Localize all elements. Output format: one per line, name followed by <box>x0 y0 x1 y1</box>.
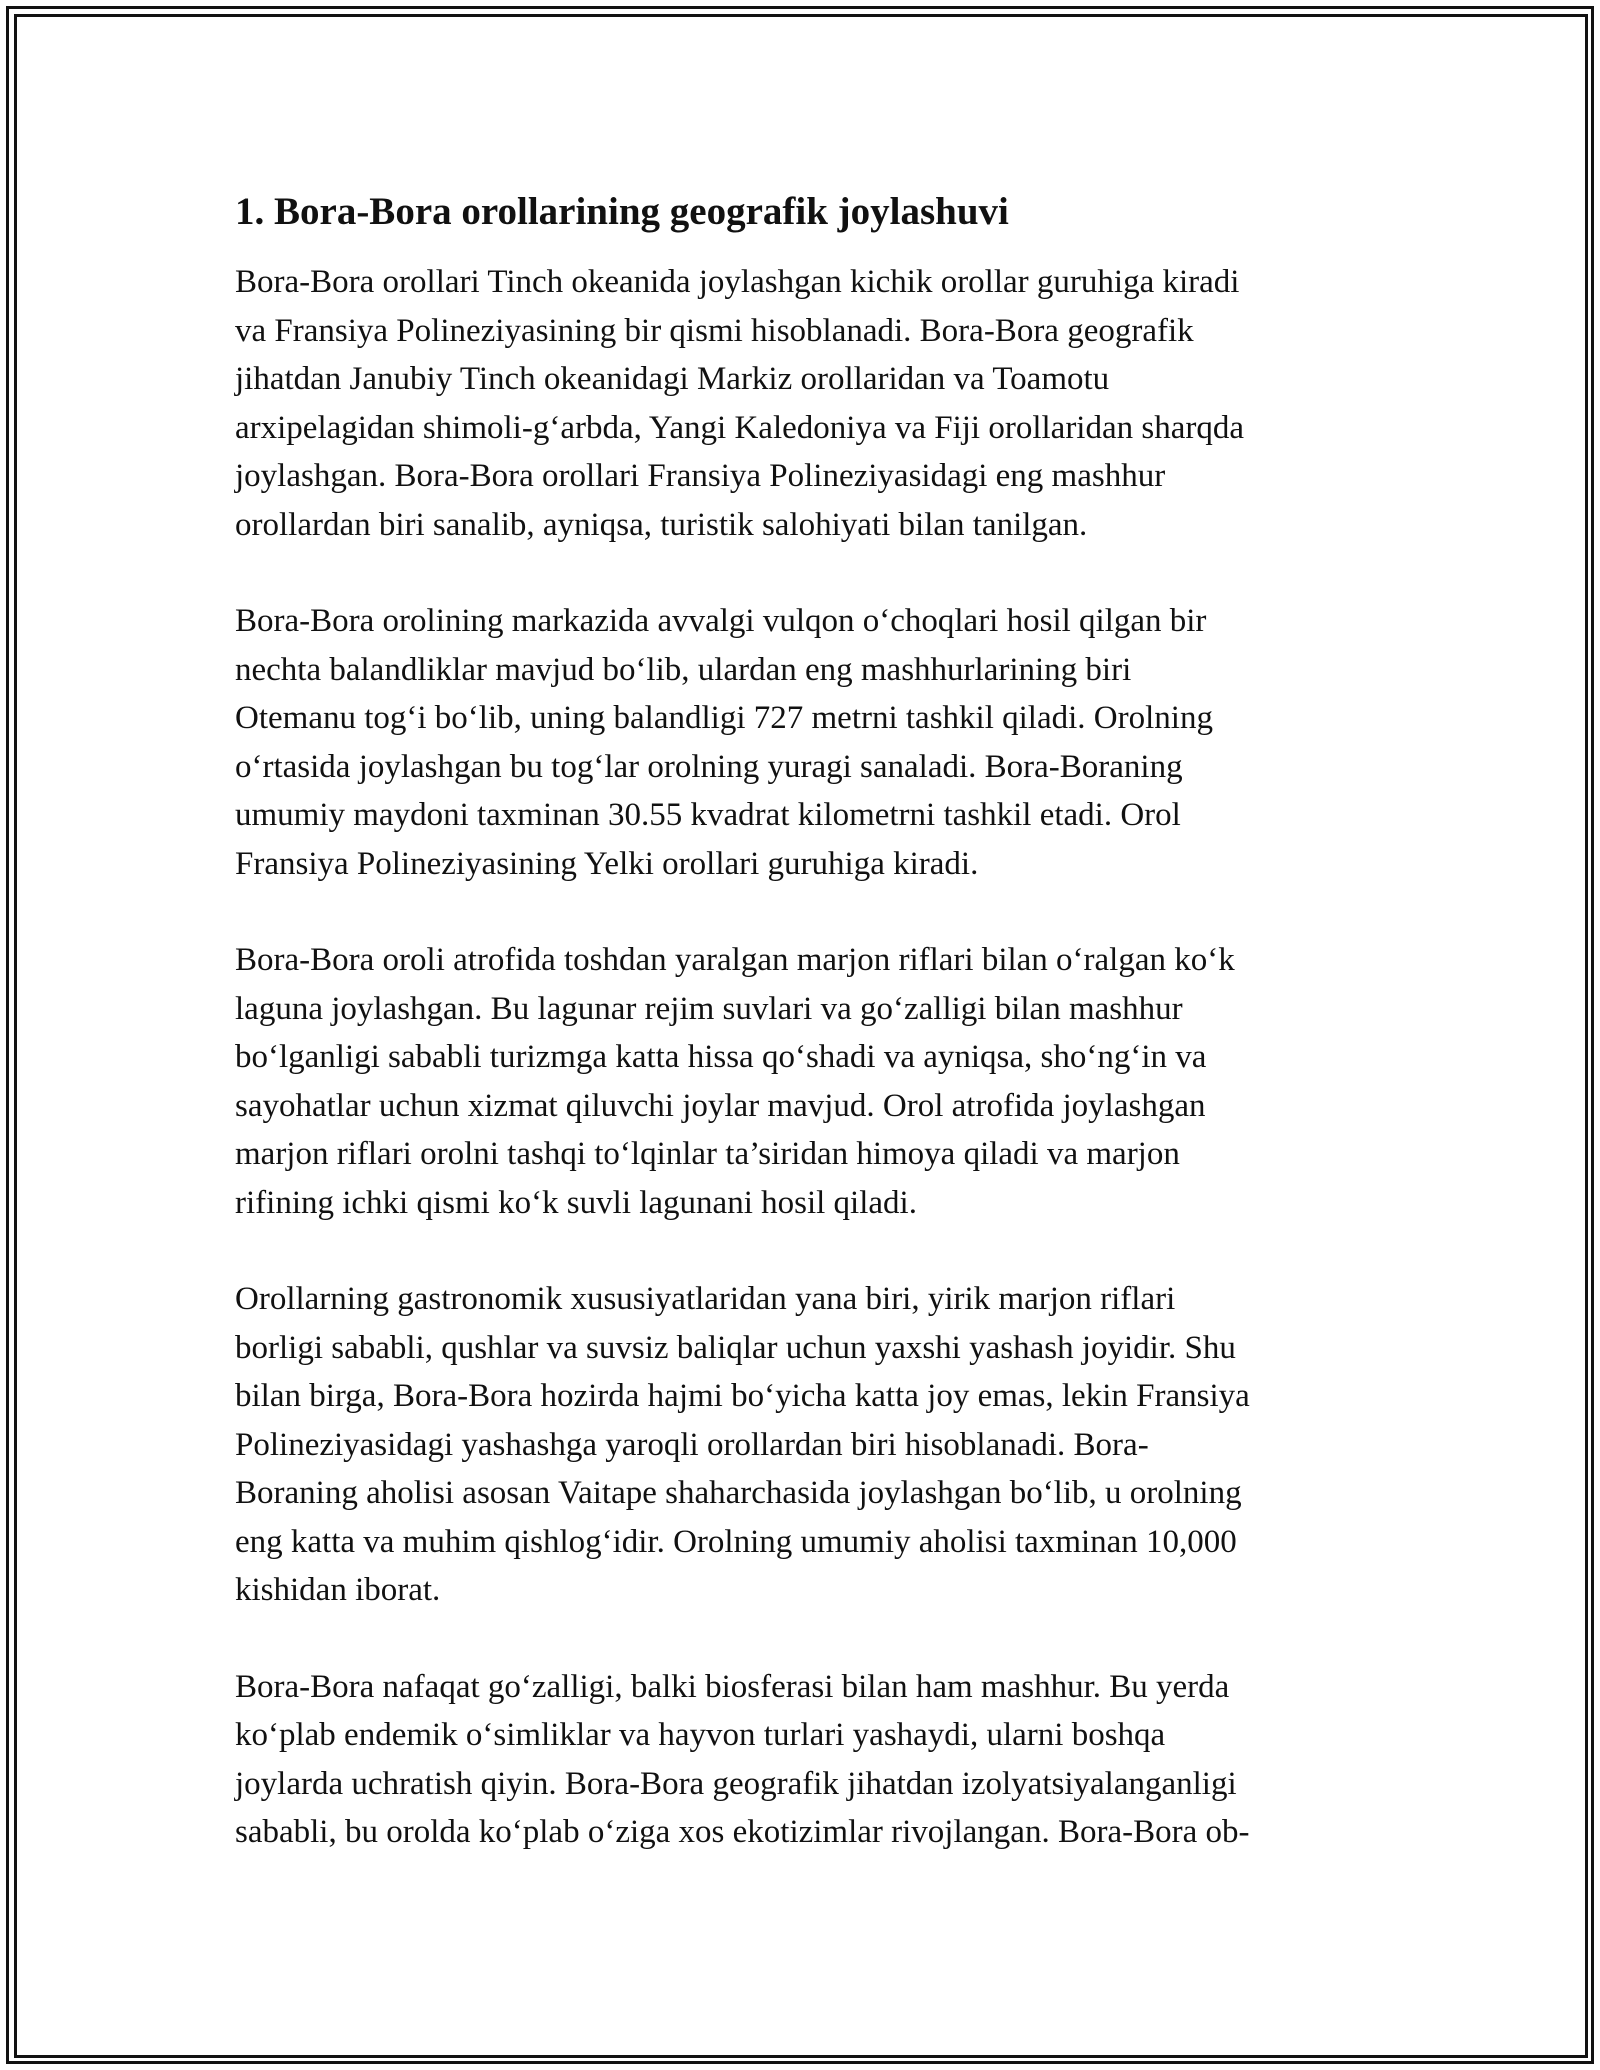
text-line: kishidan iborat. <box>235 1572 441 1608</box>
text-line: Fransiya Polineziyasining Yelki orollari guruhiga kiradi. <box>235 845 979 882</box>
text-line: joylarda uchratish qiyin. Bora-Bora geografik jihatdan izolyatsiyalanganligi <box>235 1765 1237 1802</box>
section-heading: 1. Bora-Bora orollarining geografik joylashuvi <box>235 190 1009 233</box>
text-line: marjon riflari orolni tashqi to‘lqinlar ta’siridan himoya qiladi va marjon <box>235 1136 1180 1172</box>
text-line: orollardan biri sanalib, ayniqsa, turistik salohiyati bilan tanilgan. <box>235 506 1088 543</box>
text-line: borligi sababli, qushlar va suvsiz baliqlar uchun yaxshi yashash joyidir. Shu <box>235 1329 1236 1366</box>
paragraph-location <box>235 258 1365 549</box>
text-line: Orollarning gastronomik xususiyatlaridan yana biri, yirik marjon riflari <box>235 1281 1176 1317</box>
paragraph-biosphere <box>235 1663 1365 1857</box>
text-line: jihatdan Janubiy Tinch okeanidagi Markiz orollaridan va Toamotu <box>235 361 1110 397</box>
text-line: ko‘plab endemik o‘simliklar va hayvon turlari yashaydi, ularni boshqa <box>235 1717 1166 1753</box>
text-line: sababli, bu orolda ko‘plab o‘ziga xos ekotizimlar rivojlangan. Bora-Bora ob- <box>235 1814 1250 1850</box>
text-line: rifining ichki qismi ko‘k suvli lagunani hosil qiladi. <box>235 1184 917 1221</box>
text-line: sayohatlar uchun xizmat qiluvchi joylar mavjud. Orol atrofida joylashgan <box>235 1087 1206 1124</box>
text-line: arxipelagidan shimoli-g‘arbda, Yangi Kaledoniya va Fiji orollaridan sharqda <box>235 409 1244 446</box>
text-line: Otemanu tog‘i bo‘lib, uning balandligi 727 metrni tashkil qiladi. Orolning <box>235 700 1213 736</box>
text-line: Boraning aholisi asosan Vaitape shaharchasida joylashgan bo‘lib, u orolning <box>235 1475 1242 1511</box>
text-line: Bora-Bora orollari Tinch okeanida joylashgan kichik orollar guruhiga kiradi <box>235 264 1240 300</box>
text-line: laguna joylashgan. Bu lagunar rejim suvlari va go‘zalligi bilan mashhur <box>235 990 1183 1027</box>
document-body <box>235 186 1365 1905</box>
text-line: o‘rtasida joylashgan bu tog‘lar orolning yuragi sanaladi. Bora-Boraning <box>235 748 1183 785</box>
text-line: Bora-Bora oroli atrofida toshdan yaralgan marjon riflari bilan o‘ralgan ko‘k <box>235 942 1235 978</box>
text-line: bilan birga, Bora-Bora hozirda hajmi bo‘yicha katta joy emas, lekin Fransiya <box>235 1378 1250 1414</box>
paragraph-population <box>235 1275 1365 1615</box>
text-line: bo‘lganligi sababli turizmga katta hissa qo‘shadi va ayniqsa, sho‘ng‘in va <box>235 1039 1207 1075</box>
text-line: umumiy maydoni taxminan 30.55 kvadrat kilometrni tashkil etadi. Orol <box>235 797 1181 833</box>
text-line: Bora-Bora orolining markazida avvalgi vulqon o‘choqlari hosil qilgan bir <box>235 603 1207 639</box>
text-line: Bora-Bora nafaqat go‘zalligi, balki biosferasi bilan ham mashhur. Bu yerda <box>235 1668 1230 1705</box>
text-line: eng katta va muhim qishlog‘idir. Orolning umumiy aholisi taxminan 10,000 <box>235 1523 1237 1560</box>
paragraph-lagoon <box>235 936 1365 1227</box>
text-line: Polineziyasidagi yashashga yaroqli orollardan biri hisoblanadi. Bora- <box>235 1426 1149 1463</box>
paragraph-relief <box>235 597 1365 888</box>
text-line: va Fransiya Polineziyasining bir qismi hisoblanadi. Bora-Bora geografik <box>235 312 1194 349</box>
text-line: nechta balandliklar mavjud bo‘lib, ulardan eng mashhurlarining biri <box>235 651 1132 688</box>
text-line: joylashgan. Bora-Bora orollari Fransiya Polineziyasidagi eng mashhur <box>235 458 1166 494</box>
